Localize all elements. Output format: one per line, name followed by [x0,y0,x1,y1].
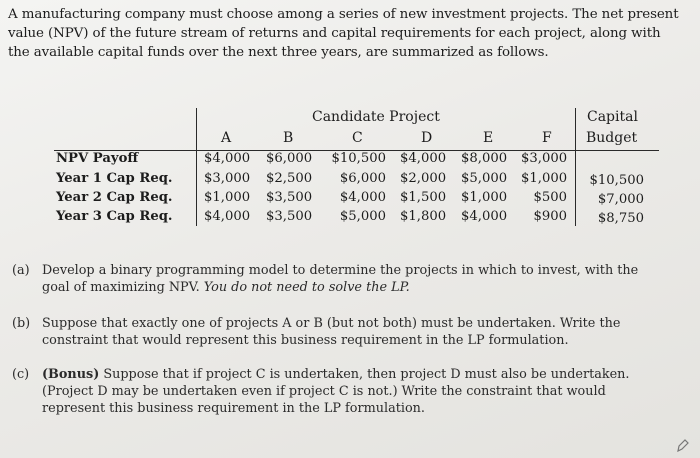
intro-line-2: value (NPV) of the future stream of returns and capital requirements for each project, along with [8,26,661,41]
table-cell: $900 [533,209,567,224]
question-c [12,366,698,420]
question-c-marker: (c) [12,367,30,382]
intro-line-1: A manufacturing company must choose among a series of new investment projects. The net present [8,7,679,22]
question-b-line-2: constraint that would represent this business requirement in the LP formulation. [42,333,569,348]
question-a-line-2: goal of maximizing NPV. You do not need to solve the LP. [42,280,410,295]
table-cell: $3,500 [266,190,313,205]
table-cell: $10,500 [331,151,386,166]
question-b-line-1: Suppose that exactly one of projects A or B (but not both) must be undertaken. Write the [42,316,621,331]
table-left-rule [196,108,197,226]
budget-cell: $7,000 [597,192,644,207]
table-cell: $6,000 [339,171,386,186]
pen-cursor-icon [676,438,690,452]
table-cell: $5,000 [339,209,386,224]
table-cell: $1,000 [204,190,251,205]
question-a-italic-note: You do not need to solve the LP. [203,280,410,295]
project-header-e: E [483,130,494,146]
capital-budget-table [54,108,659,238]
table-cell: $3,500 [266,209,313,224]
table-cell: $6,000 [266,151,313,166]
capital-header: Capital [587,109,638,125]
table-cell: $4,000 [204,209,251,224]
question-b-marker: (b) [12,316,31,331]
row-label-year3: Year 3 Cap Req. [56,209,173,224]
table-cell: $1,500 [400,190,447,205]
question-a-marker: (a) [12,263,30,278]
table-cell: $4,000 [461,209,508,224]
candidate-project-header: Candidate Project [312,109,440,125]
project-header-b: B [283,130,294,146]
budget-cell: $10,500 [589,173,644,188]
project-header-d: D [421,130,433,146]
row-label-year1: Year 1 Cap Req. [56,171,173,186]
table-cell: $1,000 [461,190,508,205]
table-cell: $3,000 [204,171,251,186]
budget-cell: $8,750 [597,211,644,226]
table-cell: $1,800 [400,209,447,224]
budget-header: Budget [586,130,638,146]
table-cell: $4,000 [204,151,251,166]
row-label-year2: Year 2 Cap Req. [56,190,173,205]
project-header-c: C [352,130,363,146]
question-b [12,315,698,351]
project-header-f: F [542,130,552,146]
table-cell: $3,000 [521,151,568,166]
problem-intro [8,5,698,62]
table-cell: $2,000 [400,171,447,186]
question-c-line-3: represent this business requirement in the LP formulation. [42,401,425,416]
bonus-label: (Bonus) [42,367,100,382]
question-a-line-1: Develop a binary programming model to determine the projects in which to invest, with the [42,263,639,278]
table-cell: $2,500 [266,171,313,186]
table-cell: $500 [533,190,567,205]
table-cell: $5,000 [461,171,508,186]
intro-line-3: the available capital funds over the next three years, are summarized as follows. [8,45,549,60]
table-cell: $8,000 [461,151,508,166]
table-cell: $1,000 [521,171,568,186]
table-cell: $4,000 [339,190,386,205]
question-c-line-1: (Bonus) Suppose that if project C is undertaken, then project D must also be undertaken. [42,367,630,382]
table-right-rule [575,108,576,226]
project-header-a: A [221,130,232,146]
question-c-line-2: (Project D may be undertaken even if project C is not.) Write the constraint that would [42,384,606,399]
row-label-npv: NPV Payoff [56,151,139,166]
table-cell: $4,000 [400,151,447,166]
question-a [12,262,698,298]
